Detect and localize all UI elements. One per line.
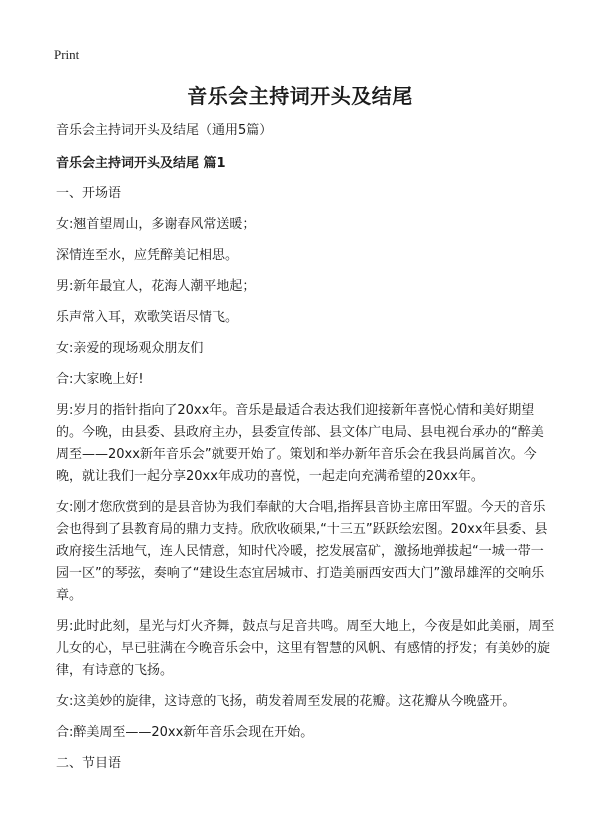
paragraph: 女:刚才您欣赏到的是县音协为我们奉献的大合唱,指挥县音协主席田军盟。今天的音乐会也得到了县教育局的鼎力支持。欣欣收硕果,“十三五”跃跃绘宏图。20xx年县委、县政府接生活地气，连人民情意，知时代冷暖，挖发展富矿，激扬地弹拔起“一城一带一园一区”的琴弦，奏响了“建设生态宜居城市、打造美丽西安西大门”激昂雄浑的交响乐章。 [56,500,548,603]
document-subtitle: 音乐会主持词开头及结尾（通用5篇） [56,123,273,138]
paragraph: 男:岁月的指针指向了20xx年。音乐是最适合表达我们迎接新年喜悦心情和美好期望的。今晚，由县委、县政府主办，县委宣传部、县文体广电局、县电视台承办的“醉美周至——20xx新年音乐会”就要开始了。策划和举办新年音乐会在我县尚属首次。今晚，就让我们一起分享20xx年成功的喜悦，一起走向充满希望的20xx年。 [56,403,544,484]
paragraph: 合:醉美周至——20xx新年音乐会现在开始。 [56,725,314,740]
section-heading: 音乐会主持词开头及结尾 篇1 [56,156,226,171]
document-body [56,120,556,784]
paragraph: 男:此时此刻，星光与灯火齐舞，鼓点与足音共鸣。周至大地上，今夜是如此美丽，周至儿女的心，早已驻满在今晚音乐会中，这里有智慧的风帆、有感情的抒发；有美妙的旋律，有诗意的飞扬。 [56,619,555,678]
document-title: 音乐会主持词开头及结尾 [187,84,413,108]
paragraph: 深情连至水，应凭醉美记相思。 [56,248,239,263]
paragraph: 男:新年最宜人，花海人潮平地起； [56,279,256,294]
paragraph: 二、节目语 [56,756,122,771]
paragraph: 一、开场语 [56,186,122,201]
paragraph: 女:亲爱的现场观众朋友们 [56,341,204,356]
paragraph: 合:大家晚上好! [56,372,144,387]
print-link[interactable]: Print [54,47,80,62]
paragraph: 乐声常入耳，欢歌笑语尽情飞。 [56,310,239,325]
paragraph: 女:翘首望周山，多谢春风常送暖； [56,217,256,232]
paragraph: 女:这美妙的旋律，这诗意的飞扬，萌发着周至发展的花瓣。这花瓣从今晚盛开。 [56,694,516,709]
